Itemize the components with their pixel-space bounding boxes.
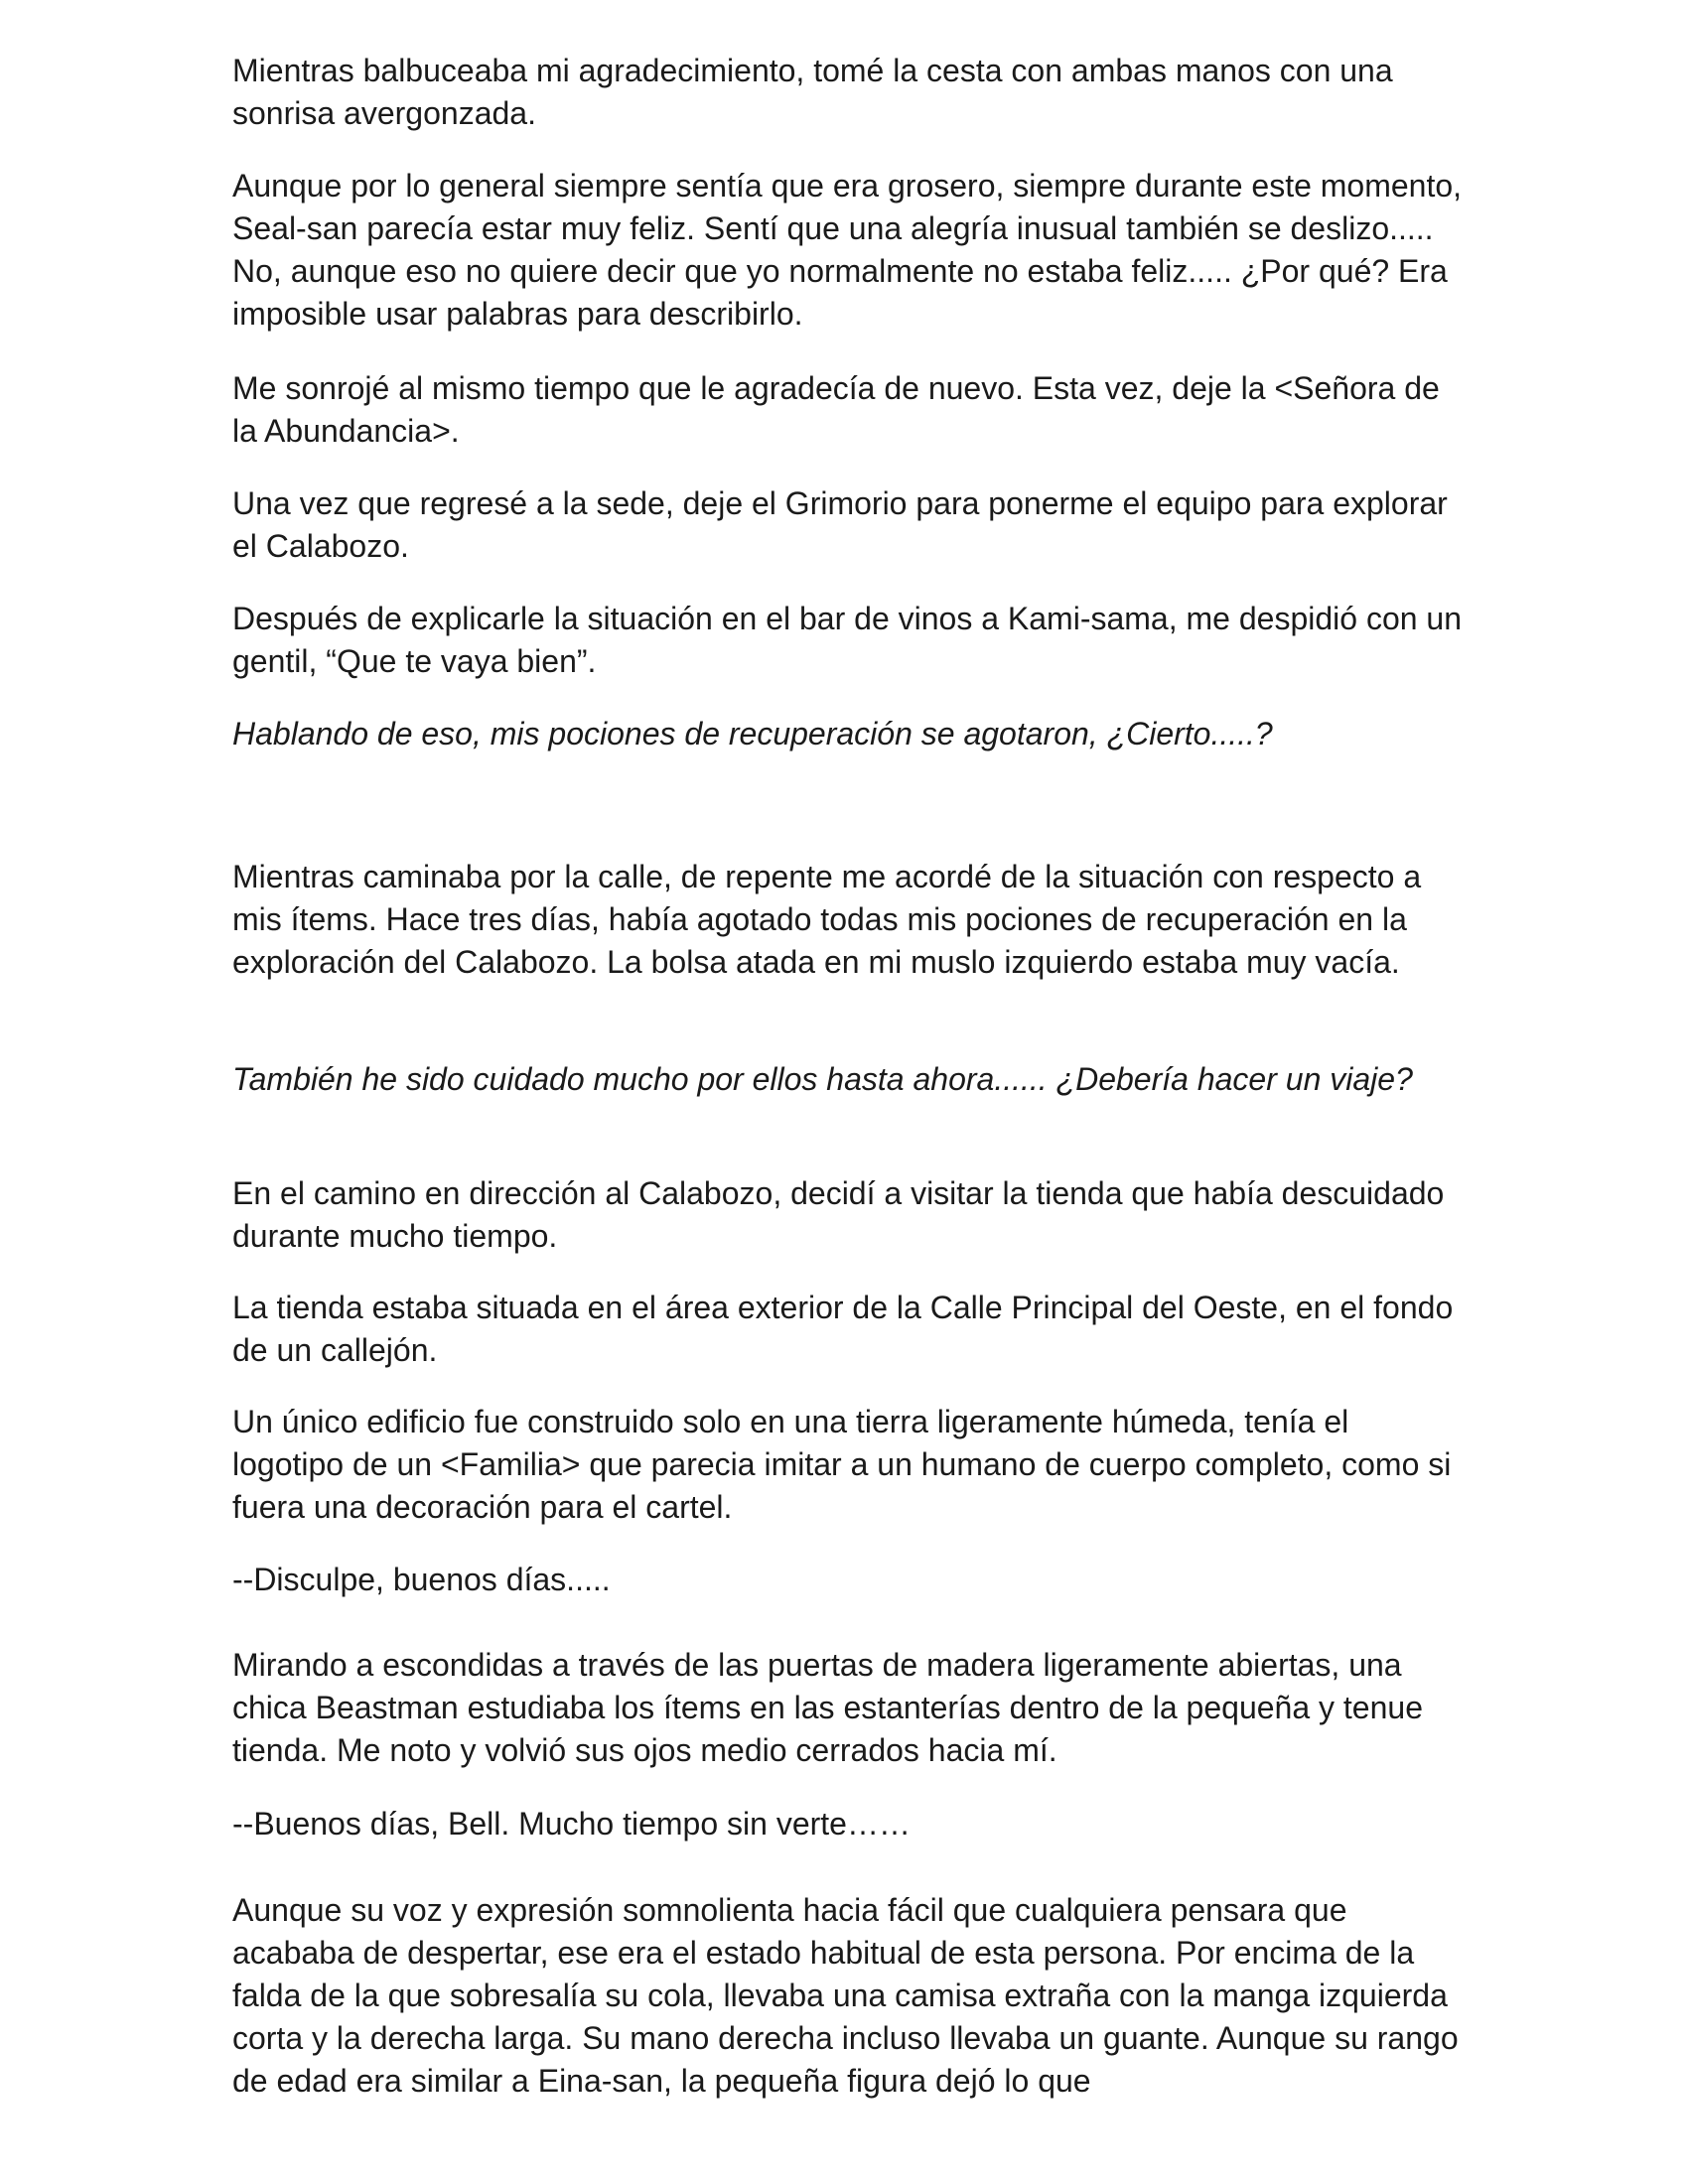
dialogue-line: --Disculpe, buenos días..... <box>232 1562 611 1597</box>
paragraph: Después de explicarle la situación en el bar de vinos a Kami-sama, me despidió con un gentil, “Que te vaya bien”. <box>232 601 1463 679</box>
paragraph: Un único edificio fue construido solo en una tierra ligeramente húmeda, tenía el logotipo de un <Familia> que parecia imitar a un humano de cuerpo completo, como si fuera una decoración para el cartel. <box>232 1404 1452 1525</box>
paragraph: Una vez que regresé a la sede, deje el Grimorio para ponerme el equipo para explorar el Calabozo. <box>232 485 1448 564</box>
italic-thought-paragraph: También he sido cuidado mucho por ellos hasta ahora...... ¿Debería hacer un viaje? <box>232 1061 1413 1097</box>
paragraph: En el camino en dirección al Calabozo, decidí a visitar la tienda que había descuidado durante mucho tiempo. <box>232 1175 1445 1254</box>
paragraph: La tienda estaba situada en el área exterior de la Calle Principal del Oeste, en el fondo de un callejón. <box>232 1290 1454 1368</box>
paragraph: Mientras caminaba por la calle, de repente me acordé de la situación con respecto a mis ítems. Hace tres días, había agotado todas mis pociones de recuperación en la exploración del Calabozo. La bolsa atada en mi muslo izquierdo estaba muy vacía. <box>232 859 1422 980</box>
paragraph: Mirando a escondidas a través de las puertas de madera ligeramente abiertas, una chica Beastman estudiaba los ítems en las estanterías dentro de la pequeña y tenue tienda. Me noto y volvió sus ojos medio cerrados hacia mí. <box>232 1647 1423 1768</box>
italic-thought-paragraph: Hablando de eso, mis pociones de recuperación se agotaron, ¿Cierto.....? <box>232 716 1273 751</box>
paragraph: Me sonrojé al mismo tiempo que le agradecía de nuevo. Esta vez, deje la <Señora de la Abundancia>. <box>232 370 1440 449</box>
paragraph: Aunque por lo general siempre sentía que era grosero, siempre durante este momento, Seal-san parecía estar muy feliz. Sentí que una alegría inusual también se deslizo..... No, aunque eso no quiere decir que yo normalmente no estaba feliz..... ¿Por qué? Era imposible usar palabras para describirlo. <box>232 168 1463 332</box>
paragraph: Aunque su voz y expresión somnolienta hacia fácil que cualquiera pensara que acababa de despertar, ese era el estado habitual de esta persona. Por encima de la falda de la que sobresalía su cola, llevaba una camisa extraña con la manga izquierda corta y la derecha larga. Su mano derecha incluso llevaba un guante. Aunque su rango de edad era similar a Eina-san, la pequeña figura dejó lo que <box>232 1892 1459 2099</box>
paragraph: Mientras balbuceaba mi agradecimiento, tomé la cesta con ambas manos con una sonrisa avergonzada. <box>232 53 1393 131</box>
dialogue-line: --Buenos días, Bell. Mucho tiempo sin verte…… <box>232 1806 911 1842</box>
